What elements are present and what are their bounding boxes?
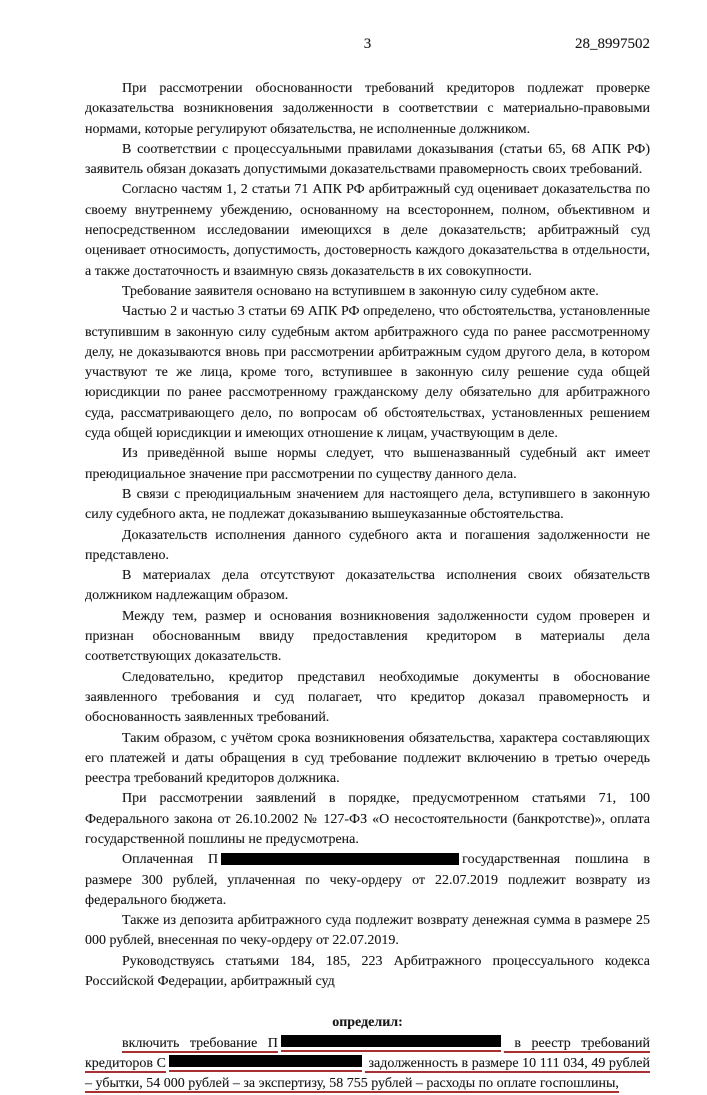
body-paragraph: Согласно частям 1, 2 статьи 71 АПК РФ арбитражный суд оценивает доказательства по своему внутреннему убеждению, основанному на всестороннем, полном, объективном и непосредственном исследовании имеющихся в деле доказательств; арбитражный суд оценивает относимость, допустимость, достоверность каждого доказательства в отдельности, а также достаточность и взаимную связь доказательств в их совокупности. [85,182,650,279]
body-paragraph: Таким образом, с учётом срока возникновения обязательства, характера составляющих его платежей и даты обращения в суд требование подлежит включению в третью очередь реестра требований кредиторов должника. [85,730,650,787]
redaction-bar [281,1035,501,1053]
fee-text-before-redaction: Оплаченная П [122,852,219,868]
redaction-bar [169,1055,362,1073]
body-paragraph: Также из депозита арбитражного суда подлежит возврату денежная сумма в размере 25 000 рублей, внесенная по чеку-ордеру от 22.07.2019. [85,913,650,949]
body-paragraph: Между тем, размер и основания возникновения задолженности судом проверен и признан обоснованным ввиду предоставления кредитором в материалы дела соответствующих доказательств. [85,608,650,665]
page-header [85,36,650,56]
body-paragraph: Руководствуясь статьями 184, 185, 223 Арбитражного процессуального кодекса Российской Федерации, арбитражный суд [85,953,650,990]
body-paragraph: Из приведённой выше нормы следует, что вышеназванный судебный акт имеет преюдициальное значение при рассмотрении по существу данного дела. [85,446,650,482]
operative-text-3: задолженность в размере 10 111 034, 49 рублей – убытки, 54 000 рублей – за экспертизу, 58 755 рублей – расходы по оплате госпошлины, [85,1055,651,1092]
operative-text-2: в реестр требований кредиторов С [85,1035,650,1071]
body-paragraph: В материалах дела отсутствуют доказательства исполнения своих обязательств должником надлежащим образом. [85,568,650,604]
body-paragraph: Частью 2 и частью 3 статьи 69 АПК РФ определено, что обстоятельства, установленные вступившим в законную силу судебным актом арбитражного суда по ранее рассмотренному делу, не доказываются вновь при рассмотрении арбитражным судом другого дела, в котором участвуют те же лица, кроме того, вступившее в законную силу решение суда общей юрисдикции по ранее рассмотренному гражданскому делу обязательно для арбитражного суда, рассматривающего дело, по вопросам об обстоятельствах, установленных решением суда общей юрисдикции и имеющих отношение к лицам, участвующим в деле. [85,304,650,442]
body-paragraph: При рассмотрении заявлений в порядке, предусмотренном статьями 71, 100 Федерального закона от 26.10.2002 № 127-ФЗ «О несостоятельности (банкротстве)», оплата государственной пошлины не предусмотрена. [85,791,650,847]
fee-text-after-redaction: государственная пошлина в размере 300 рублей, уплаченная по чеку-ордеру от 22.07.2019 подлежит возврату из федерального бюджета. [85,852,651,908]
operative-text-1: включить требование П [122,1035,278,1051]
redaction-bar [221,853,459,866]
page-number: 3 [363,36,372,52]
body-paragraph: При рассмотрении обоснованности требований кредиторов подлежат проверке доказательства возникновения задолженности в соответствии с материально-правовыми нормами, которые регулируют обязательства, не исполненные должником. [85,81,650,137]
body-paragraph: Следовательно, кредитор представил необходимые документы в обоснование заявленного требования и суд полагает, что кредитор доказал правомерность и обоснованность заявленных требований. [85,669,650,726]
body-paragraph: Доказательств исполнения данного судебного акта и погашения задолженности не представлено. [85,527,650,563]
document-code: 28_8997502 [575,36,650,52]
fee-paragraph [85,850,650,911]
body-paragraph: В соответствии с процессуальными правилами доказывания (статьи 65, 68 АПК РФ) заявитель обязан доказать допустимыми доказательствами правомерность своих требований. [85,141,650,178]
ruling-heading: определил: [332,1015,403,1031]
body-paragraph: Требование заявителя основано на вступившем в законную силу судебном акте. [122,283,599,299]
operative-paragraph [85,1034,650,1095]
document-body [85,79,650,1095]
body-paragraph: В связи с преюдициальным значением для настоящего дела, вступившего в законную силу судебного акта, не подлежат доказыванию вышеуказанные обстоятельства. [85,486,650,523]
